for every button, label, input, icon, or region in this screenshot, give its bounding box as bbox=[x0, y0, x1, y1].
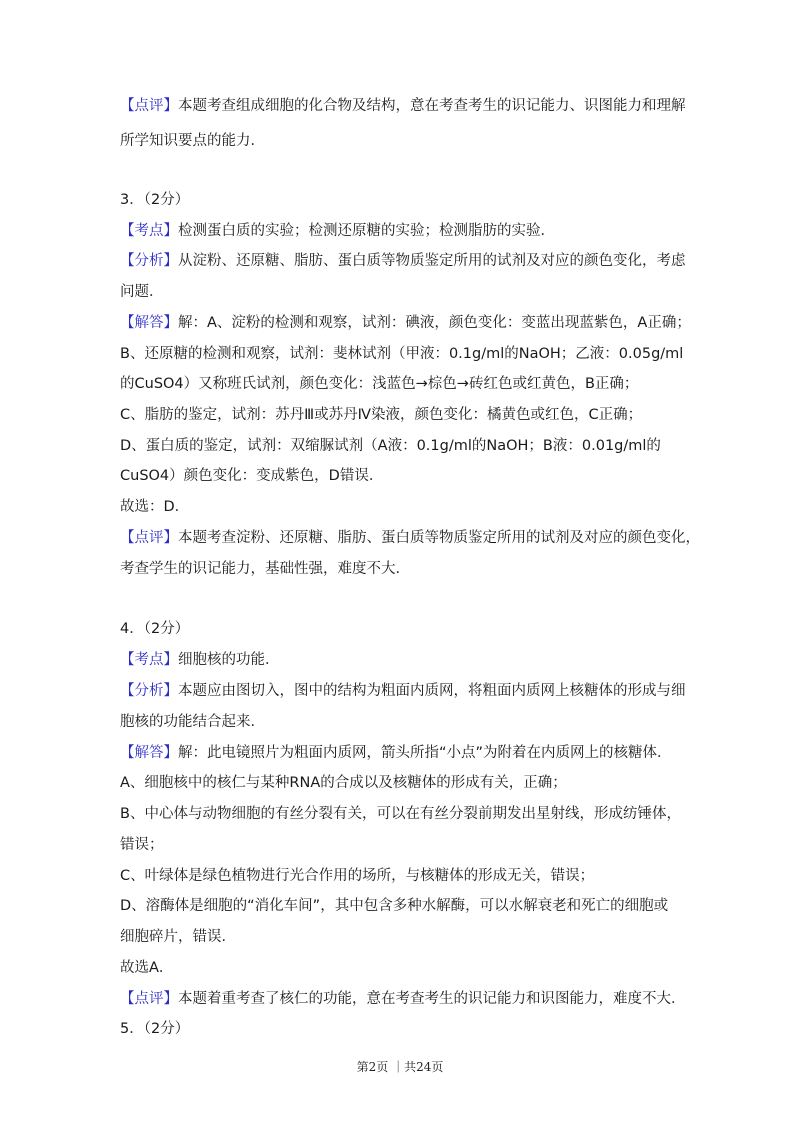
q4-analysis-line-1: 【分析】本题应由图切入，图中的结构为粗面内质网，将粗面内质网上核糖体的形成与细 bbox=[120, 683, 686, 699]
q3-answer-line-2: B、还原糖的检测和观察，试剂：斐林试剂（甲液：0.1g/ml的NaOH；乙液：0.05g/ml bbox=[120, 346, 684, 362]
q3-answer-line-4: C、脂肪的鉴定，试剂：苏丹Ⅲ或苏丹Ⅳ染液，颜色变化：橘黄色或红色，C正确； bbox=[120, 407, 643, 423]
q3-analysis-line-2: 问题． bbox=[120, 284, 164, 300]
q4-answer-line-3: B、中心体与动物细胞的有丝分裂有关，可以在有丝分裂前期发出星射线，形成纺锤体， bbox=[120, 806, 681, 822]
q4-analysis-line-2: 胞核的功能结合起来． bbox=[120, 714, 265, 730]
q3-choice: 故选：D． bbox=[120, 499, 190, 515]
point-tag: 【考点】 bbox=[120, 223, 178, 239]
q4-answer-line-6: D、溶酶体是细胞的“消化车间”，其中包含多种水解酶，可以水解衰老和死亡的细胞或 bbox=[120, 898, 669, 914]
q4-answer-line-1: 【解答】解：此电镜照片为粗面内质网，箭头所指“小点”为附着在内质网上的核糖体． bbox=[120, 745, 672, 761]
q4-point: 【考点】细胞核的功能． bbox=[120, 652, 280, 668]
q3-review-line-1: 【点评】本题考查淀粉、还原糖、脂肪、蛋白质等物质鉴定所用的试剂及对应的颜色变化， bbox=[120, 530, 700, 546]
q4-heading: 4．（2分） bbox=[120, 621, 190, 637]
q3-answer-line-5: D、蛋白质的鉴定，试剂：双缩脲试剂（A液：0.1g/ml的NaOH；B液：0.01g/ml的 bbox=[120, 438, 661, 454]
q3-heading: 3．（2分） bbox=[120, 192, 190, 208]
point-tag: 【考点】 bbox=[120, 652, 178, 668]
review-tag: 【点评】 bbox=[120, 98, 178, 114]
q5-heading: 5．（2分） bbox=[120, 1021, 190, 1037]
q3-review-line-2: 考查学生的识记能力，基础性强，难度不大． bbox=[120, 561, 410, 577]
q4-choice: 故选A． bbox=[120, 960, 174, 976]
answer-tag: 【解答】 bbox=[120, 745, 178, 761]
analysis-tag: 【分析】 bbox=[120, 253, 178, 269]
review-tag: 【点评】 bbox=[120, 530, 178, 546]
analysis-tag: 【分析】 bbox=[120, 683, 178, 699]
q3-answer-line-3: 的CuSO4）又称班氏试剂，颜色变化：浅蓝色→棕色→砖红色或红黄色，B正确； bbox=[120, 376, 639, 392]
page-footer: 第2页 ｜共24页 bbox=[356, 1060, 444, 1074]
q3-answer-line-6: CuSO4）颜色变化：变成紫色，D错误． bbox=[120, 468, 384, 484]
q3-answer-line-1: 【解答】解：A、淀粉的检测和观察，试剂：碘液，颜色变化：变蓝出现蓝紫色，A正确； bbox=[120, 315, 691, 331]
q4-answer-line-2: A、细胞核中的核仁与某种RNA的合成以及核糖体的形成有关，正确； bbox=[120, 775, 567, 791]
review-tag: 【点评】 bbox=[120, 991, 178, 1007]
q4-review: 【点评】本题着重考查了核仁的功能，意在考查考生的识记能力和识图能力，难度不大． bbox=[120, 991, 686, 1007]
prev-review-line-2: 所学知识要点的能力． bbox=[120, 133, 265, 149]
q3-analysis-line-1: 【分析】从淀粉、还原糖、脂肪、蛋白质等物质鉴定所用的试剂及对应的颜色变化，考虑 bbox=[120, 253, 686, 269]
prev-review-line-1: 【点评】本题考查组成细胞的化合物及结构，意在考查考生的识记能力、识图能力和理解 bbox=[120, 98, 686, 114]
answer-tag: 【解答】 bbox=[120, 315, 178, 331]
q3-point: 【考点】检测蛋白质的实验；检测还原糖的实验；检测脂肪的实验． bbox=[120, 223, 555, 239]
q4-answer-line-7: 细胞碎片，错误． bbox=[120, 929, 236, 945]
q4-answer-line-5: C、叶绿体是绿色植物进行光合作用的场所，与核糖体的形成无关，错误； bbox=[120, 868, 595, 884]
q4-answer-line-4: 错误； bbox=[120, 837, 164, 853]
